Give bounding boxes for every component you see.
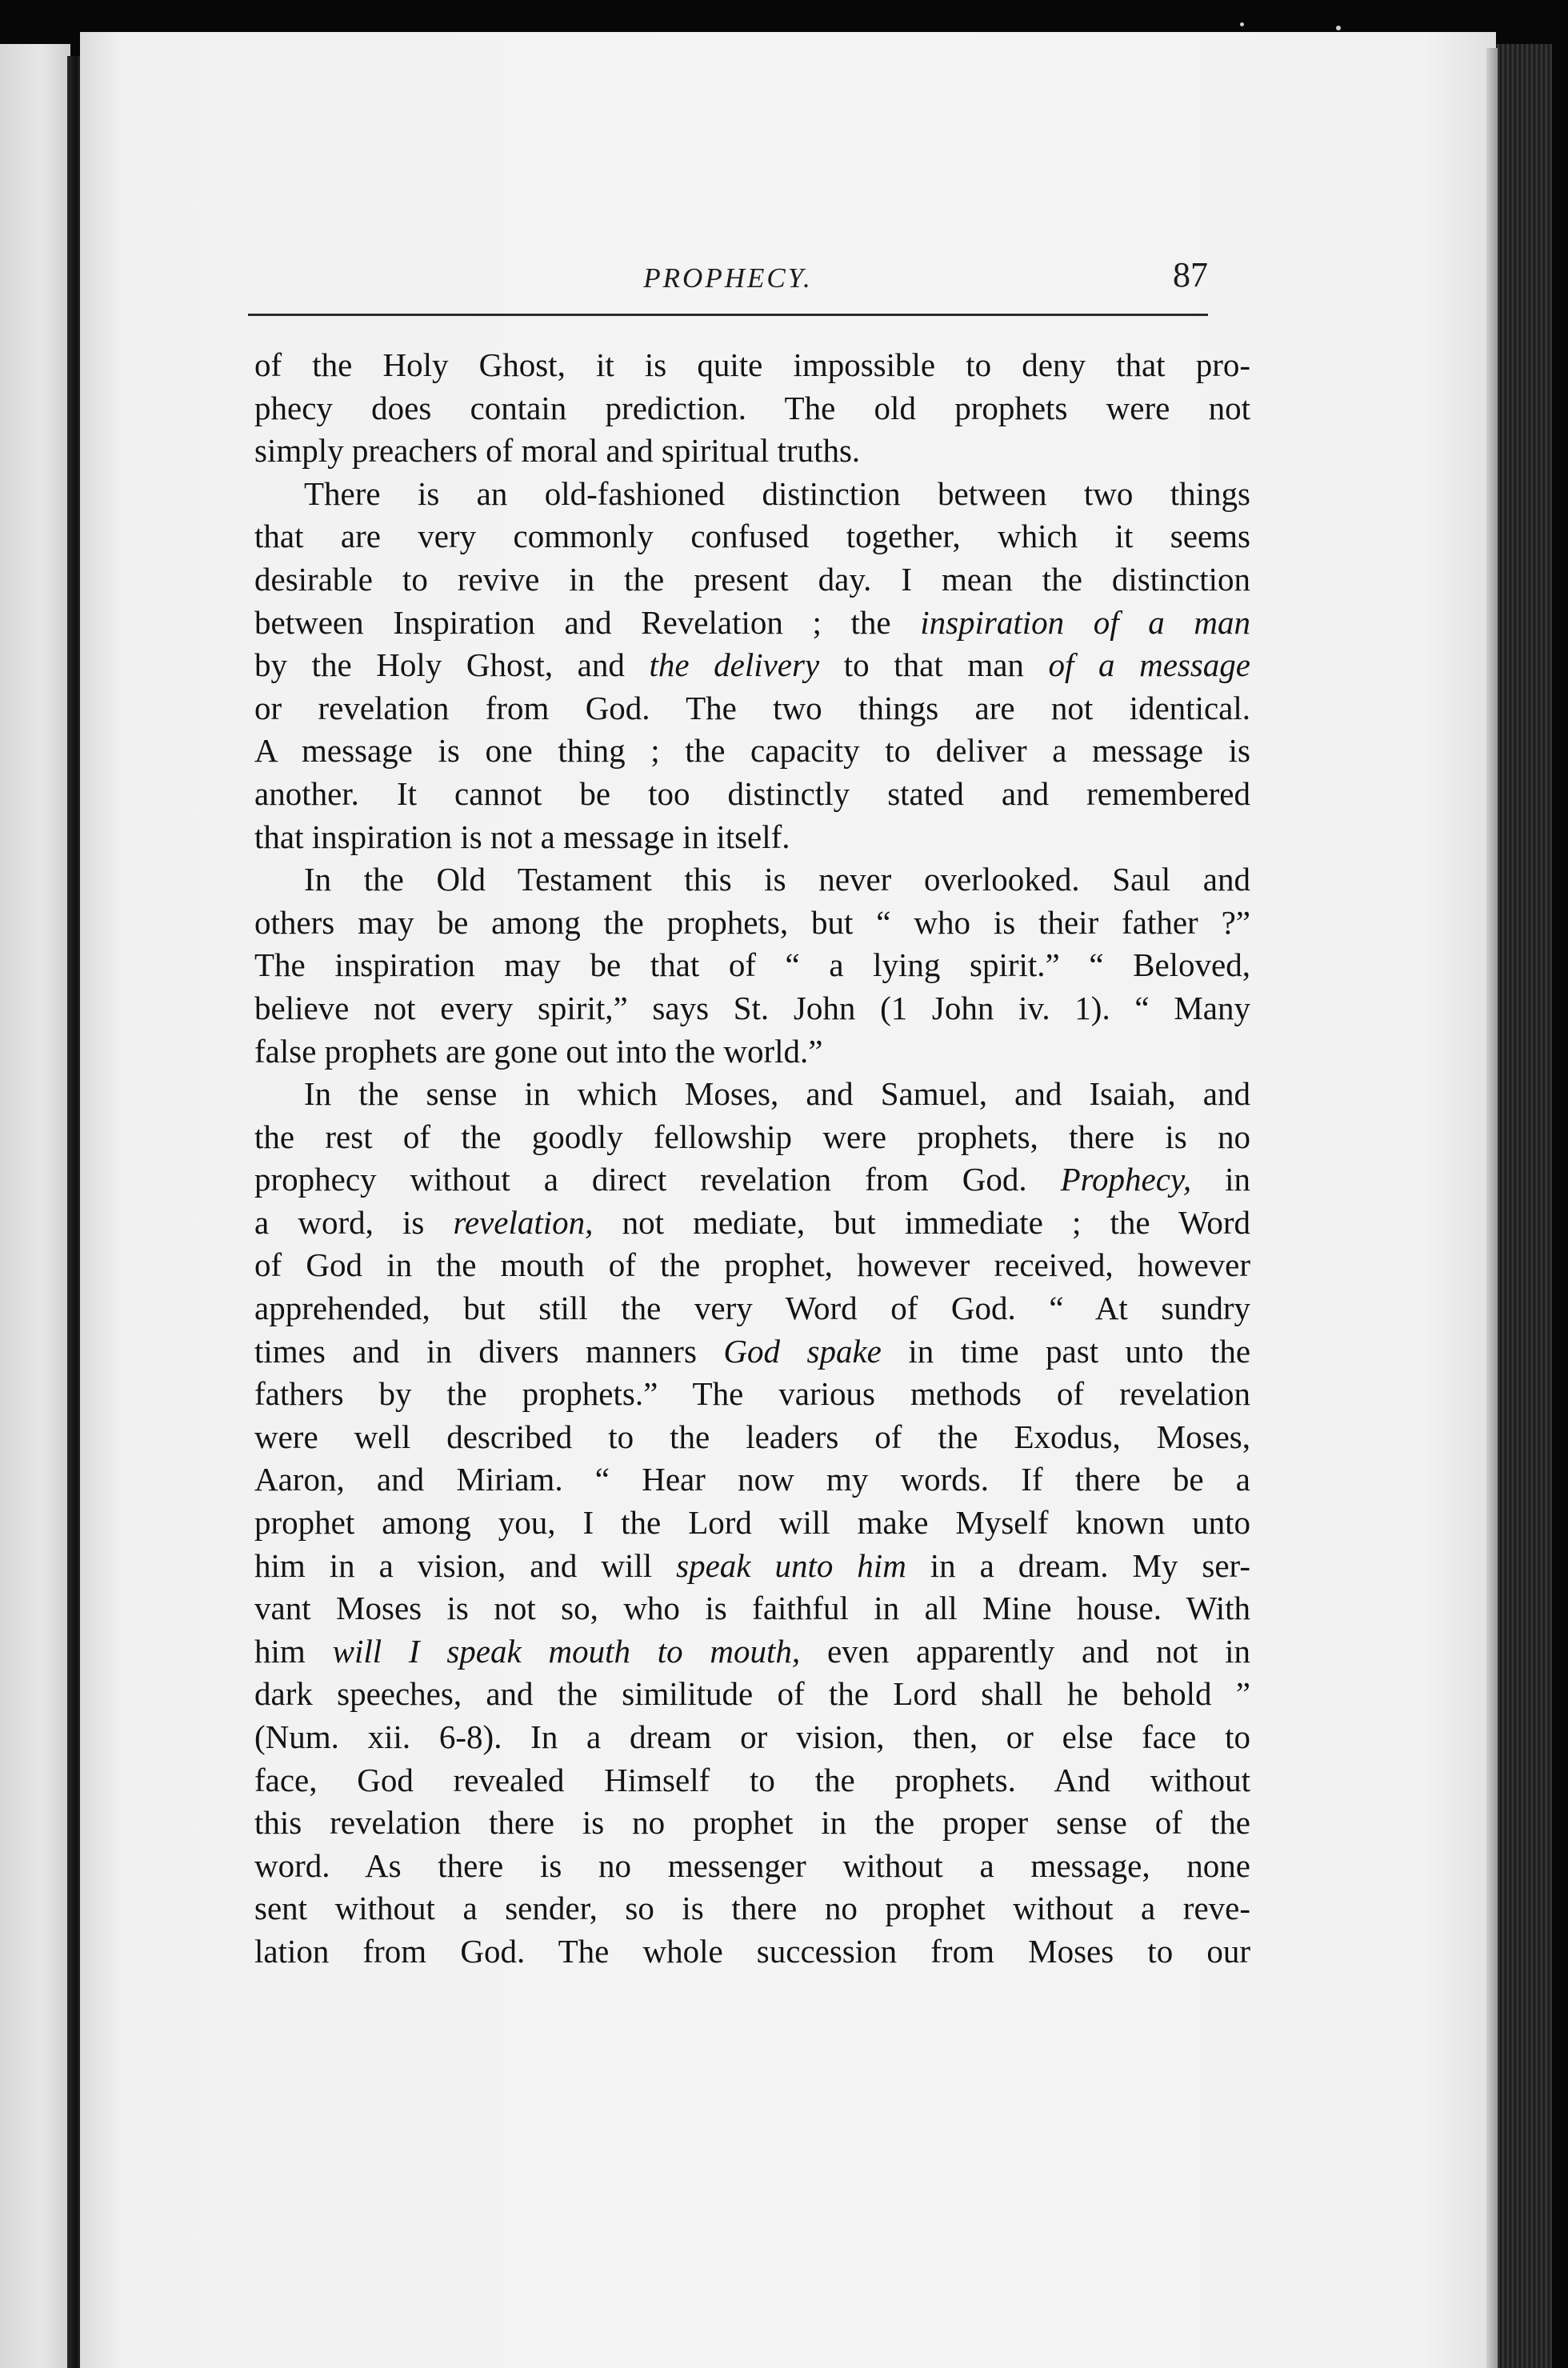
text-line: others may be among the prophets, but “ who is their father ?” xyxy=(254,903,1250,941)
text-line: A message is one thing ; the capacity to deliver a message is xyxy=(254,732,1250,770)
text-line xyxy=(254,1545,1250,1588)
text-line: face, God revealed Himself to the prophets. And without xyxy=(254,1761,1250,1798)
header-rule xyxy=(248,314,1208,316)
text-line: Aaron, and Miriam. “ Hear now my words. If there be a xyxy=(254,1461,1250,1498)
text-line: of God in the mouth of the prophet, however received, however xyxy=(254,1246,1250,1284)
text-run: him in a vision, and will xyxy=(254,1546,653,1584)
text-line: dark speeches, and the similitude of the Lord shall he behold ” xyxy=(254,1675,1250,1713)
text-line xyxy=(254,1202,1250,1245)
italic-run: Prophecy, xyxy=(1060,1161,1192,1198)
text-line: fathers by the prophets.” The various methods of revelation xyxy=(254,1375,1250,1413)
italic-run: inspiration of a man xyxy=(920,603,1250,641)
text-run: in xyxy=(1225,1161,1251,1198)
page-number: 87 xyxy=(1173,255,1208,294)
text-line: word. As there is no messenger without a message, none xyxy=(254,1846,1250,1884)
text-line: phecy does contain prediction. The old prophets were not xyxy=(254,389,1250,426)
text-run: in a dream. My ser- xyxy=(930,1546,1251,1584)
text-line: false prophets are gone out into the world.” xyxy=(254,1032,823,1070)
text-run: him xyxy=(254,1632,306,1670)
text-line: another. It cannot be too distinctly stated and remembered xyxy=(254,774,1250,812)
text-line: The inspiration may be that of “ a lying spirit.” “ Beloved, xyxy=(254,946,1250,984)
italic-run: God spake xyxy=(723,1332,882,1370)
text-line: prophet among you, I the Lord will make Myself known unto xyxy=(254,1504,1250,1542)
text-line: vant Moses is not so, who is faithful in all Mine house. With xyxy=(254,1590,1250,1627)
text-line: desirable to revive in the present day. I mean the distinction xyxy=(254,560,1250,598)
text-line: the rest of the goodly fellowship were prophets, there is no xyxy=(254,1118,1250,1155)
text-line xyxy=(254,1330,1250,1374)
italic-run: revelation, xyxy=(453,1203,594,1241)
italic-run: of a message xyxy=(1048,646,1251,684)
text-run: even apparently and not in xyxy=(826,1632,1251,1670)
text-run: times and in divers manners xyxy=(254,1332,697,1370)
text-line: There is an old-fashioned distinction between two things xyxy=(304,474,1250,512)
text-line: In the Old Testament this is never overlooked. Saul and xyxy=(304,861,1250,898)
text-line: sent without a sender, so is there no prophet without a reve- xyxy=(254,1890,1250,1927)
text-line xyxy=(254,1630,1250,1674)
text-run: between Inspiration and Revelation ; the xyxy=(254,603,891,641)
italic-run: speak unto him xyxy=(676,1546,906,1584)
running-header xyxy=(248,254,1208,310)
text-run: in time past unto the xyxy=(908,1332,1251,1370)
page-edge-shadow xyxy=(1486,48,1498,2368)
text-line: believe not every spirit,” says St. John (1 John iv. 1). “ Many xyxy=(254,989,1250,1026)
text-line: In the sense in which Moses, and Samuel, and Isaiah, and xyxy=(304,1075,1250,1113)
text-line xyxy=(254,602,1250,645)
text-run: not mediate, but immediate ; the Word xyxy=(622,1203,1251,1241)
body-text xyxy=(254,344,1250,1974)
text-line: lation from God. The whole succession from Moses to our xyxy=(254,1932,1250,1970)
italic-run: will I speak mouth to mouth, xyxy=(332,1632,801,1670)
text-line: simply preachers of moral and spiritual truths. xyxy=(254,432,861,470)
text-line xyxy=(254,644,1250,687)
text-run: prophecy without a direct revelation from God. xyxy=(254,1161,1027,1198)
text-line: apprehended, but still the very Word of God. “ At sundry xyxy=(254,1290,1250,1327)
running-title: PROPHECY. xyxy=(643,262,813,294)
text-line: that inspiration is not a message in itself. xyxy=(254,818,790,855)
text-line: (Num. xii. 6-8). In a dream or vision, then, or else face to xyxy=(254,1718,1250,1755)
text-line: that are very commonly confused together, which it seems xyxy=(254,518,1250,555)
text-run: by the Holy Ghost, and xyxy=(254,646,625,684)
text-run: to that man xyxy=(843,646,1024,684)
text-line: this revelation there is no prophet in the proper sense of the xyxy=(254,1804,1250,1842)
page-stack-edge xyxy=(1496,44,1552,2368)
text-line: of the Holy Ghost, it is quite impossible to deny that pro- xyxy=(254,346,1250,383)
italic-run: the delivery xyxy=(649,646,820,684)
text-run: a word, is xyxy=(254,1203,425,1241)
left-page-edge xyxy=(0,44,70,2368)
text-line: were well described to the leaders of the Exodus, Moses, xyxy=(254,1418,1250,1455)
text-line: or revelation from God. The two things are not identical. xyxy=(254,689,1250,726)
text-line xyxy=(254,1158,1250,1202)
